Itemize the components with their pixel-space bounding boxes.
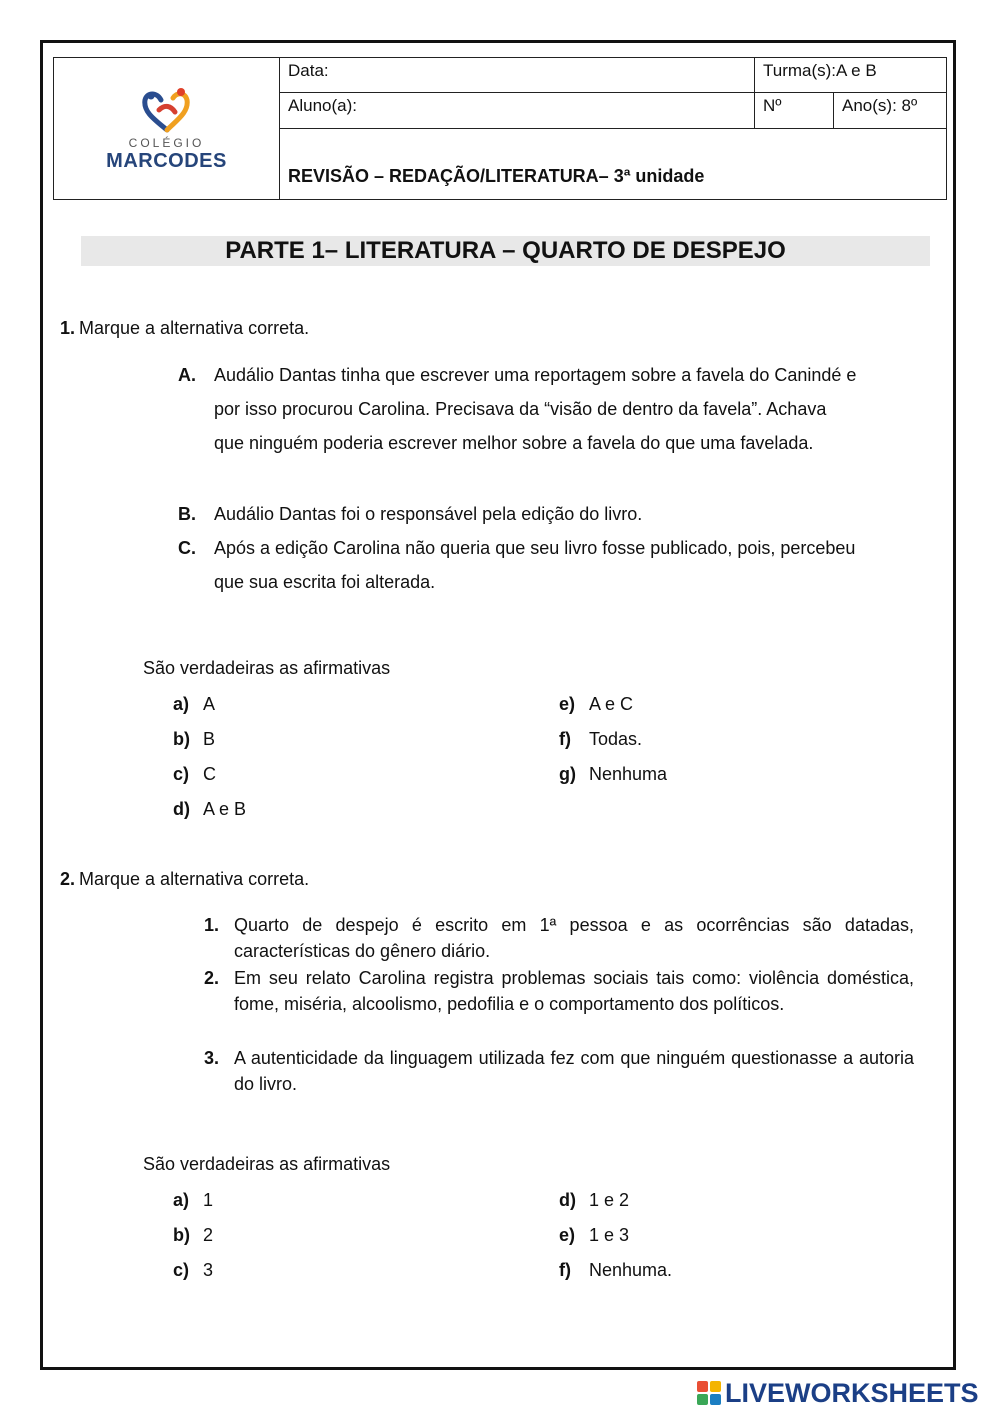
data-field: Data: xyxy=(280,58,755,93)
q2-option-d[interactable] xyxy=(559,1190,629,1211)
statement-text: Após a edição Carolina não queria que seu livro fosse publicado, pois, percebeu que sua escrita foi alterada. xyxy=(214,538,856,592)
question-2-prompt: Marque a alternativa correta. xyxy=(79,869,310,889)
q2-statement-1 xyxy=(204,912,914,964)
q2-options-intro: São verdadeiras as afirmativas xyxy=(143,1154,391,1174)
option-text: 1 e 3 xyxy=(589,1225,630,1245)
q2-option-c[interactable] xyxy=(173,1260,213,1281)
q1-option-e[interactable] xyxy=(559,694,633,715)
statement-label: A. xyxy=(178,365,196,385)
logo-tile-3 xyxy=(697,1394,708,1405)
option-text: Nenhuma xyxy=(589,764,668,784)
statement-text: Audálio Dantas tinha que escrever uma reportagem sobre a favela do Canindé e por isso procurou Carolina. Precisava da “visão de dentro da favela”. Achava que ninguém poderia escrever melhor sobre a favela do que uma favelada. xyxy=(214,365,857,453)
statement-label: 3. xyxy=(204,1048,220,1068)
logo-cell xyxy=(54,58,280,200)
option-text: 2 xyxy=(203,1225,214,1245)
option-text: 3 xyxy=(203,1260,214,1280)
statement-label: 1. xyxy=(204,915,220,935)
option-text: Todas. xyxy=(589,729,643,749)
q2-option-b[interactable] xyxy=(173,1225,213,1246)
q1-statement-a xyxy=(178,358,858,460)
q2-option-e[interactable] xyxy=(559,1225,629,1246)
logo-title: MARCODES xyxy=(106,150,227,172)
q1-option-b[interactable] xyxy=(173,729,215,750)
logo-tile-1 xyxy=(697,1381,708,1392)
question-1-number: 1. xyxy=(60,318,76,338)
liveworksheets-logo-icon xyxy=(697,1381,721,1405)
question-1-prompt: Marque a alternativa correta. xyxy=(79,318,310,338)
option-label: a) xyxy=(173,694,190,714)
q1-option-a[interactable] xyxy=(173,694,215,715)
heart-emblem-icon xyxy=(137,84,197,134)
option-label: e) xyxy=(559,1225,576,1245)
numero-field: Nº xyxy=(755,93,834,129)
option-text: Nenhuma. xyxy=(589,1260,673,1280)
q2-option-f[interactable] xyxy=(559,1260,672,1281)
statement-text: Em seu relato Carolina registra problemas sociais tais como: violência doméstica, fome, miséria, alcoolismo, pedofilia e o comportamento dos políticos. xyxy=(234,968,914,1014)
ano-field: Ano(s): 8º xyxy=(834,93,947,129)
q2-statement-3 xyxy=(204,1045,914,1097)
option-text: 1 e 2 xyxy=(589,1190,630,1210)
option-label: c) xyxy=(173,764,190,784)
q1-statement-c xyxy=(178,531,858,599)
part-title: PARTE 1– LITERATURA – QUARTO DE DESPEJO xyxy=(81,236,930,266)
option-text: C xyxy=(203,764,216,784)
statement-label: B. xyxy=(178,504,196,524)
q1-option-d[interactable] xyxy=(173,799,246,820)
option-label: a) xyxy=(173,1190,190,1210)
option-text: B xyxy=(203,729,216,749)
option-label: b) xyxy=(173,1225,190,1245)
aluno-field: Aluno(a): xyxy=(280,93,755,129)
q1-option-c[interactable] xyxy=(173,764,216,785)
option-text: A xyxy=(203,694,216,714)
watermark-text: LIVEWORKSHEETS xyxy=(725,1377,979,1408)
logo-tile-2 xyxy=(710,1381,721,1392)
statement-text: Quarto de despejo é escrito em 1ª pessoa e as ocorrências são datadas, características do gênero diário. xyxy=(234,915,914,961)
statement-text: A autenticidade da linguagem utilizada fez com que ninguém questionasse a autoria do livro. xyxy=(234,1048,914,1094)
q1-options-intro: São verdadeiras as afirmativas xyxy=(143,658,391,678)
option-label: f) xyxy=(559,729,571,749)
q2-statement-2 xyxy=(204,965,914,1017)
worksheet-title: REVISÃO – REDAÇÃO/LITERATURA– 3ª unidade xyxy=(280,129,947,200)
option-text: 1 xyxy=(203,1190,214,1210)
logo-tile-4 xyxy=(710,1394,721,1405)
option-label: c) xyxy=(173,1260,190,1280)
turma-field: Turma(s):A e B xyxy=(755,58,947,93)
statement-text: Audálio Dantas foi o responsável pela edição do livro. xyxy=(214,504,643,524)
logo-subtitle: COLÉGIO xyxy=(128,136,205,150)
question-1-heading xyxy=(60,318,309,339)
q1-option-f[interactable] xyxy=(559,729,642,750)
q1-option-g[interactable] xyxy=(559,764,667,785)
option-label: d) xyxy=(173,799,190,819)
header-table xyxy=(53,57,947,200)
statement-label: C. xyxy=(178,538,196,558)
question-2-number: 2. xyxy=(60,869,76,889)
option-label: g) xyxy=(559,764,576,784)
option-label: f) xyxy=(559,1260,571,1280)
liveworksheets-watermark xyxy=(697,1378,979,1408)
q2-option-a[interactable] xyxy=(173,1190,213,1211)
option-text: A e C xyxy=(589,694,634,714)
option-text: A e B xyxy=(203,799,247,819)
option-label: e) xyxy=(559,694,576,714)
question-2-heading xyxy=(60,869,309,890)
q1-statement-b xyxy=(178,497,858,531)
option-label: d) xyxy=(559,1190,576,1210)
statement-label: 2. xyxy=(204,968,220,988)
school-logo xyxy=(54,84,279,173)
option-label: b) xyxy=(173,729,190,749)
